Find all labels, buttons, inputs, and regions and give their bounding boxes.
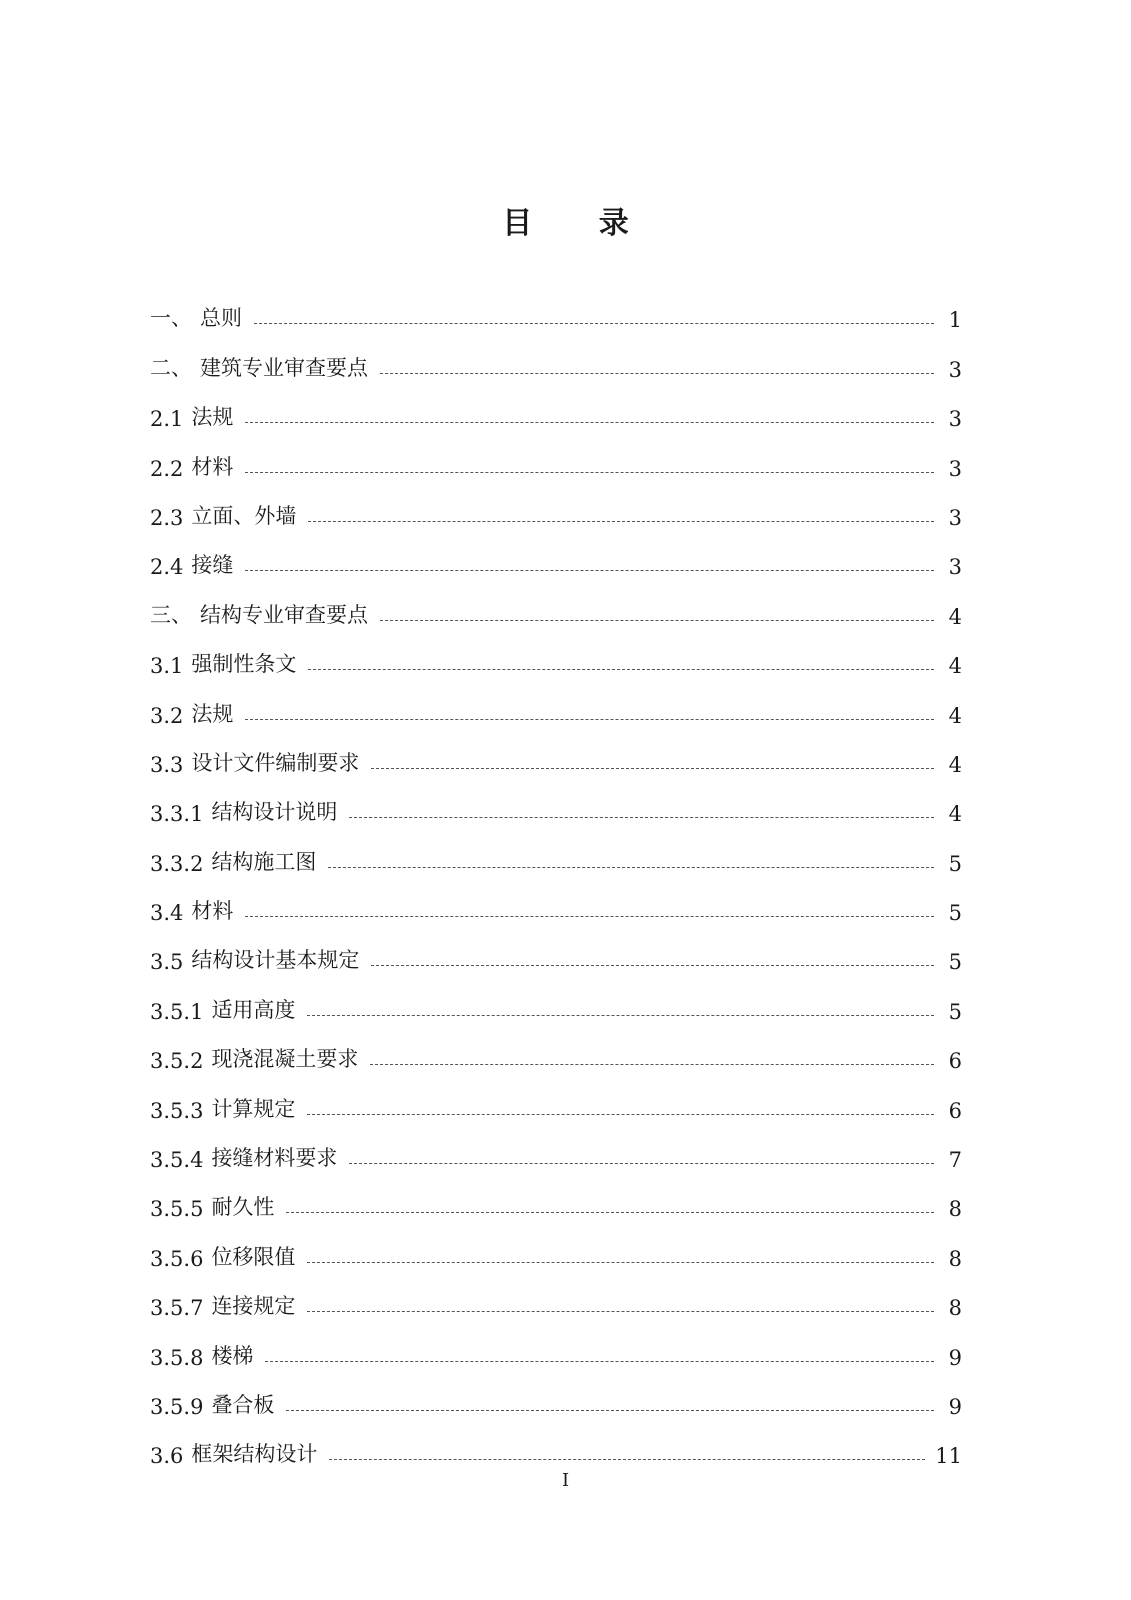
toc-leader-dots (307, 1261, 934, 1263)
toc-entry-number: 3.3.1 (150, 802, 204, 827)
toc-entry-page: 4 (948, 703, 962, 728)
toc-entry-page: 7 (948, 1148, 962, 1173)
toc-leader-dots (307, 1014, 934, 1016)
toc-leader-dots (349, 1162, 934, 1164)
toc-leader-dots (245, 569, 934, 571)
toc-entry-page: 3 (948, 407, 962, 432)
toc-leader-dots (349, 816, 934, 818)
toc-entry-number: 3.5.5 (150, 1197, 204, 1222)
toc-leader-dots (308, 668, 934, 670)
toc-entry-label: 现浇混凝土要求 (211, 1047, 359, 1072)
toc-entry-label: 位移限值 (211, 1244, 296, 1269)
toc-entry-label: 接缝 (191, 553, 234, 578)
table-of-contents (150, 283, 962, 1468)
toc-entry-number: 3.3.2 (150, 851, 204, 876)
toc-entry-label: 楼梯 (211, 1343, 254, 1368)
toc-entry-page: 1 (948, 308, 962, 333)
toc-entry[interactable] (150, 1073, 962, 1122)
toc-leader-dots (286, 1211, 934, 1213)
toc-entry-number: 3.5.4 (150, 1148, 204, 1173)
page-number: I (561, 1470, 570, 1491)
toc-entry-number: 一、 (150, 306, 192, 331)
toc-entry-page: 11 (935, 1444, 962, 1469)
toc-entry-label: 框架结构设计 (191, 1442, 318, 1467)
page-title: 目 录 (502, 206, 657, 241)
toc-entry-page: 8 (948, 1246, 962, 1271)
toc-leader-dots (380, 372, 934, 374)
toc-entry[interactable] (150, 530, 962, 579)
toc-entry[interactable] (150, 1172, 962, 1221)
toc-entry-number: 2.1 (150, 407, 184, 432)
toc-entry-label: 结构施工图 (211, 849, 317, 874)
toc-entry-label: 材料 (191, 899, 234, 924)
toc-entry[interactable] (150, 1320, 962, 1369)
toc-leader-dots (245, 915, 934, 917)
toc-entry-number: 2.3 (150, 505, 184, 530)
toc-entry[interactable] (150, 481, 962, 530)
toc-entry[interactable] (150, 1024, 962, 1073)
toc-entry[interactable] (150, 283, 962, 332)
toc-leader-dots (380, 619, 934, 621)
toc-entry-number: 3.2 (150, 703, 184, 728)
toc-entry-number: 3.5.3 (150, 1098, 204, 1123)
toc-entry[interactable] (150, 678, 962, 727)
toc-entry[interactable] (150, 728, 962, 777)
toc-leader-dots (307, 1113, 934, 1115)
toc-leader-dots (371, 964, 934, 966)
toc-entry[interactable] (150, 1221, 962, 1270)
toc-entry-page: 9 (948, 1345, 962, 1370)
toc-entry-page: 8 (948, 1296, 962, 1321)
toc-leader-dots (371, 767, 934, 769)
toc-entry-page: 8 (948, 1197, 962, 1222)
toc-entry[interactable] (150, 1370, 962, 1419)
toc-entry[interactable] (150, 431, 962, 480)
toc-entry-label: 设计文件编制要求 (191, 750, 360, 775)
toc-entry-label: 建筑专业审查要点 (200, 355, 368, 380)
toc-entry-page: 5 (948, 950, 962, 975)
toc-entry-page: 4 (948, 604, 962, 629)
toc-entry-page: 5 (948, 999, 962, 1024)
toc-entry[interactable] (150, 777, 962, 826)
toc-entry-page: 5 (948, 851, 962, 876)
toc-leader-dots (370, 1063, 934, 1065)
toc-entry-label: 计算规定 (211, 1096, 296, 1121)
toc-leader-dots (329, 1458, 925, 1460)
toc-entry-page: 6 (948, 1098, 962, 1123)
toc-leader-dots (245, 421, 934, 423)
toc-entry-label: 叠合板 (211, 1392, 275, 1417)
toc-leader-dots (265, 1360, 934, 1362)
toc-entry-label: 总则 (200, 306, 242, 331)
toc-entry-label: 接缝材料要求 (211, 1146, 338, 1171)
toc-entry-number: 3.6 (150, 1444, 184, 1469)
toc-entry-page: 3 (948, 555, 962, 580)
toc-entry-number: 3.5.1 (150, 999, 204, 1024)
toc-entry-page: 4 (948, 802, 962, 827)
toc-entry-page: 4 (948, 752, 962, 777)
toc-entry-page: 5 (948, 901, 962, 926)
toc-entry-number: 3.5.2 (150, 1049, 204, 1074)
toc-entry[interactable] (150, 1123, 962, 1172)
toc-entry-number: 三、 (150, 602, 192, 627)
toc-entry-label: 强制性条文 (191, 652, 297, 677)
toc-entry-number: 3.5.8 (150, 1345, 204, 1370)
toc-entry[interactable] (150, 629, 962, 678)
toc-leader-dots (308, 520, 934, 522)
toc-entry-number: 3.5.6 (150, 1246, 204, 1271)
toc-entry-label: 结构设计说明 (211, 800, 338, 825)
toc-entry[interactable] (150, 382, 962, 431)
toc-entry-page: 3 (948, 456, 962, 481)
toc-entry-number: 3.5 (150, 950, 184, 975)
toc-entry-number: 3.4 (150, 901, 184, 926)
toc-entry-page: 3 (948, 357, 962, 382)
toc-entry-number: 3.5.7 (150, 1296, 204, 1321)
toc-entry[interactable] (150, 826, 962, 875)
toc-entry-label: 法规 (191, 405, 234, 430)
toc-entry[interactable] (150, 974, 962, 1023)
toc-entry-label: 连接规定 (211, 1294, 296, 1319)
toc-entry-label: 结构专业审查要点 (200, 602, 368, 627)
toc-entry-number: 3.3 (150, 752, 184, 777)
toc-entry[interactable] (150, 1419, 962, 1468)
toc-entry-number: 二、 (150, 355, 192, 380)
toc-entry-page: 4 (948, 654, 962, 679)
toc-entry-label: 结构设计基本规定 (191, 948, 360, 973)
toc-entry-page: 9 (948, 1394, 962, 1419)
toc-entry[interactable] (150, 1271, 962, 1320)
toc-entry[interactable] (150, 332, 962, 381)
toc-entry-page: 3 (948, 505, 962, 530)
toc-leader-dots (254, 322, 934, 324)
toc-entry[interactable] (150, 876, 962, 925)
toc-entry-number: 2.2 (150, 456, 184, 481)
toc-entry-label: 立面、外墙 (191, 503, 297, 528)
toc-leader-dots (245, 471, 934, 473)
toc-entry-label: 材料 (191, 454, 234, 479)
toc-entry[interactable] (150, 925, 962, 974)
toc-entry-label: 耐久性 (211, 1195, 275, 1220)
toc-entry-label: 适用高度 (211, 997, 296, 1022)
toc-entry-number: 3.5.9 (150, 1394, 204, 1419)
toc-leader-dots (307, 1310, 934, 1312)
toc-entry-number: 2.4 (150, 555, 184, 580)
toc-entry[interactable] (150, 579, 962, 628)
toc-leader-dots (328, 866, 934, 868)
toc-leader-dots (286, 1409, 934, 1411)
toc-leader-dots (245, 718, 934, 720)
toc-entry-page: 6 (948, 1049, 962, 1074)
toc-entry-label: 法规 (191, 701, 234, 726)
toc-entry-number: 3.1 (150, 654, 184, 679)
